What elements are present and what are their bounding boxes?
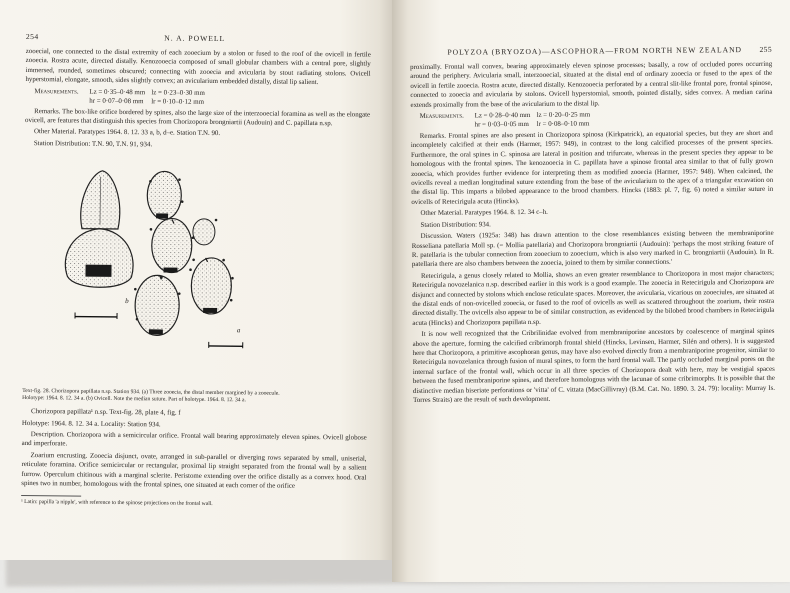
station-distribution: Station Distribution: 934. — [420, 220, 491, 229]
footnote-rule — [21, 494, 81, 496]
measurement-value: lz = 0·20–0·25 mm — [536, 111, 591, 119]
ovicell-drawing — [65, 171, 134, 320]
right-page-number: 255 — [759, 44, 773, 54]
measurement-value: Lz = 0·35–0·48 mm — [89, 88, 146, 96]
cribrilinidae-paragraph: It is now well recognized that the Cribrilinidae evolved from membraniporine ancestors by coalescence of marginal spines above the aperture, forming the calcified cribrimorph frontal shield (Hincks, Levinsen, Harmer, Silén and others). It is suggested here that Chorizopora, a primitive ascophoran genus, may have also evolved directly from a membraniporine progenitor, similar to Retecirigula novozelanica through fusion of mural spines, to form the hard frontal wall. The partly occluded marginal pores on the internal surface of the frontal wall, which occur in all three species of Chorizopora dealt with here, may be vestigial spaces between the fused membraniporine spines, and therefore homologous with the lacunae of some cribrimorphs. It is possible that the distinctive median biseriate perforations or 'vitta' of C. vittata (MacGillivray) (B.M. Cat. No. 1890. 3. 24. 79): locality: Murray Is. Torres Straits) are the result of such development. — [412, 327, 776, 404]
zooecia-drawing — [133, 171, 244, 348]
right-measurements — [411, 109, 773, 130]
left-running-title: N. A. POWELL — [164, 33, 226, 44]
figure-label-b: b — [125, 297, 129, 306]
description-paragraph: Description. Chorizopora with a semicircular orifice. Frontal wall bearing approximately eleven spines. Ovicell globose and imperforate. — [21, 431, 367, 448]
left-page-content — [21, 32, 371, 509]
holotype-line: Holotype: 1964. 8. 12. 34 a. Locality: Station 934. — [21, 419, 161, 429]
left-page-number: 254 — [25, 32, 39, 42]
left-measurements — [25, 87, 370, 109]
right-page-content — [410, 45, 775, 406]
measurement-value: Lz = 0·28–0·40 mm — [474, 111, 531, 120]
zooecia-illustration — [52, 159, 254, 389]
figure-label-a: a — [236, 326, 241, 335]
other-material: Other Material. Paratypes 1964. 8. 12. 34 c–h. — [420, 209, 548, 218]
remarks-paragraph: Remarks. The box-like orifice bordered by spines, also the large size of the interzooecial foramina as well as the elongate ovicell, are features that distinguish this species from Chorizopora brongniartii (Audouin) and C. papillata n.sp. — [25, 107, 371, 128]
remarks-paragraph: Remarks. Frontal spines are also present in Chorizopora spinosa (Kirkpatrick), an equatorial species, but they are short and incompletely calcified at their ends (Harmer, 1957: 949), in contrast to the long calcified processes of the present species. Furthermore, the oral spines in C. spinosa are lateral in position and trifurcate, whereas in the present species they appear to be homologous with the frontal spines. The kenozooecia in C. papillata have a spinose frontal area similar to that of fully grown zooecia, which provides further evidence for interpreting them as modified zooecia (Harmer, 1957: 948). When calcined, the ovicells reveal a median longitudinal suture extending from the base of the avicularium to the apex of a triangular excavation on the distal lip. This imparts a bilobed appearance to the brood chambers. Hincks (1883: pl. 7, fig. 6) noted a similar suture in ovicells of Retecirigula acuta (Hincks). — [410, 129, 774, 206]
retecirigula-paragraph: Retecirigula, a genus closely related to Mollia, shows an even greater resemblance to Chorizopora in most major characters; Retecirigula novozelanica n.sp. described earlier in this work is a good example. The zooecia in Retecirigula and Chorizopora are disjunct and connected by stolons which enclose reticulate spaces. Moreover, the avicularia, vicarious on zooeciules, are situated at the distal ends of non-ovicelled zooecia, or fused to the roof of ovicells as well as scattered throughout the zoarium, their rostra directed distally. The ovicells also appear to be of similar construction, as evidenced by the bilobed brood chambers in Retecirigula acuta (Hincks) and Chorizopora papillata n.sp. — [412, 269, 775, 327]
measurements-label: Measurements. — [419, 112, 464, 120]
right-running-title: POLYZOA (BRYOZOA)—ASCOPHORA—FROM NORTH NEW ZEALAND — [447, 45, 743, 57]
right-page — [392, 0, 790, 582]
footnote: ¹ Latin: papilla 'a nipple', with reference to the spinose projections on the frontal wall. — [21, 498, 213, 507]
other-material: Other Material. Paratypes 1964. 8. 12. 33 a, b, d–e. Station T.N. 90. — [33, 128, 221, 138]
measurement-value: lr = 0·10–0·12 mm — [151, 97, 205, 106]
continuation-paragraph: proximally. Frontal wall convex, bearing approximately eleven spinose processes; basally, a row of occluded pores occurring around the periphery. Avicularia small, interzooecial, situated at the distal end of ordinary zooecia or fused to the apex of the ovicell in fertile zooecia. Rostra acute, directed distally. Kenozooecia perforated by a central slit-like frontal pore, frontal spinose, connected to zooecia and avicularia by stolons. Ovicell hyperstomial, smooth, pointed distally, sides convex. A median carina extends proximally from the base of the avicularium to the distal lip. — [410, 60, 773, 109]
text-figure-28 — [52, 159, 254, 389]
measurement-value: hr = 0·07–0·08 mm — [89, 97, 144, 105]
zoarium-paragraph: Zoarium encrusting. Zooecia disjunct, ovate, arranged in sub-parallel or diverging rows separated by small, uniserial, reticulate foramina. Orifice semicircular or rectangular, proximal lip straight separated from the frontal wall by a salient furrow. Operculum chitinous with a marginal sclerite. Peristome extending over the orifice distally as a convex hood. Oral spines two in number, homologous with the frontal spines, one situated at each corner of the orifice — [21, 451, 367, 490]
station-distribution: Station Distribution: T.N. 90, T.N. 91, 934. — [33, 139, 153, 149]
intro-paragraph: zooecial, one connected to the distal extremity of each zooecium by a stolon or fused to the roof of the ovicell in fertile zooecia. Rostra acute, directed distally. Kenozooecia composed of small globular chambers with a central pore, slightly immersed, rounded, sometimes obscured; connecting with zooecia and avicularia by stout radiating stolons. Ovicell hyperstomial, elongate, smooth, sides slightly convex; an avicularium embedded distally, distal lip salient. — [25, 47, 371, 87]
species-heading: Chorizopora papillata¹ n.sp. Text-fig. 28, plate 4, fig. f — [30, 408, 181, 417]
right-running-head — [410, 45, 772, 57]
measurement-value: lr = 0·08–0·10 mm — [536, 120, 590, 128]
measurements-label: Measurements. — [34, 87, 79, 96]
measurement-value: lz = 0·23–0·30 mm — [151, 88, 205, 97]
left-running-head — [26, 32, 371, 45]
figure-caption: Text-fig. 28. Chorizopora papillata n.sp. Station 934. (a) Three zooecia, the distal member margined by a zooecule. Holotype: 1964. 8. 12. 34 a. (b) Ovicell. Note the median suture. Part of holotype. 1964. 8. 12. 34 a. — [22, 388, 280, 404]
measurement-value: hr = 0·03–0·05 mm — [474, 120, 529, 129]
discussion-paragraph: Discussion. Waters (1925a: 348) has drawn attention to the close resemblances existing between the membraniporine Rosseliana patellaria Moll sp. (= Mollia patellaria) and Chorizopora brongniartii (Audouin): 'perhaps the most striking feature of R. patellaria is the tubular connection from zooecium to zooecium, which is also very marked in C. brongniartii (Audouin). In R. patellaria there are also chambers between the zooecia, joined to them by similar connections.' — [411, 229, 774, 269]
left-page — [0, 0, 395, 560]
